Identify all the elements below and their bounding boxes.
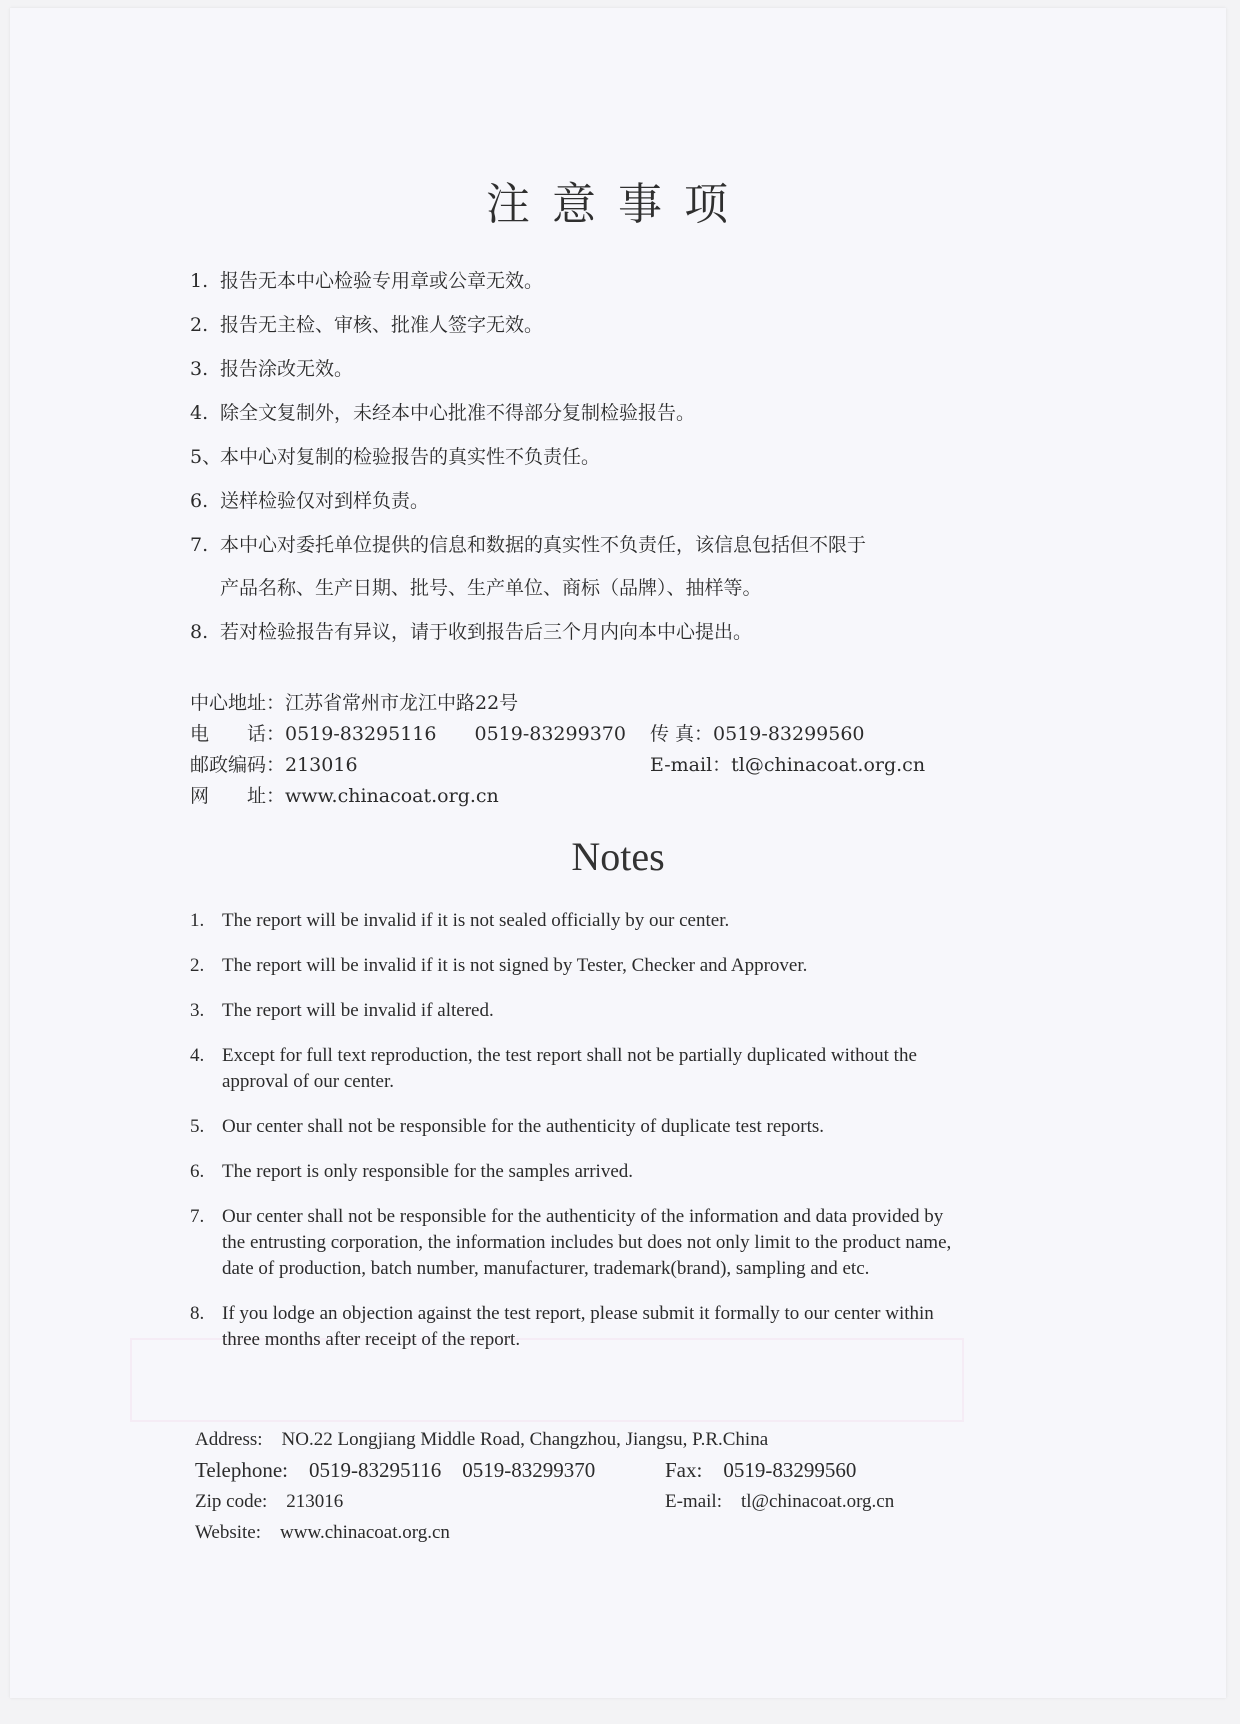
en-note-text: Our center shall not be responsible for the authenticity of the information and data provided by the entrusting corporation, the information includes but does not only limit to the product name, date of production, batch number, manufacturer, trademark(brand), sampling and etc. [222,1206,952,1279]
en-note-text: Our center shall not be responsible for the authenticity of duplicate test reports. [222,1116,825,1137]
en-note-number: 3. [190,1000,205,1021]
en-note-1 [190,908,970,934]
cn-note-text-continued: 产品名称、生产日期、批号、生产单位、商标（品牌）、抽样等。 [220,577,762,599]
cn-note-number: 2. [190,314,209,336]
en-note-text: The report will be invalid if it is not signed by Tester, Checker and Approver. [222,955,808,976]
cn-note-number: 5、 [190,446,222,468]
cn-note-3 [190,358,990,381]
cn-address-row [190,688,970,719]
cn-note-text: 除全文复制外，未经本中心批准不得部分复制检验报告。 [220,402,696,424]
cn-note-number: 8. [190,621,209,643]
cn-note-4 [190,402,990,425]
cn-zip-row [190,750,970,781]
en-note-text: The report is only responsible for the samples arrived. [222,1161,634,1182]
en-note-6 [190,1159,970,1185]
cn-note-text: 本中心对委托单位提供的信息和数据的真实性不负责任，该信息包括但不限于 [220,534,867,556]
en-phone-row [195,1455,975,1486]
cn-fax: 传 真：0519-83299560 [650,723,865,745]
en-note-5 [190,1114,970,1140]
en-website: Website: www.chinacoat.org.cn [195,1522,450,1543]
cn-note-number: 1. [190,270,209,292]
en-fax: Fax: 0519-83299560 [665,1458,857,1482]
cn-phone-row [190,719,970,750]
cn-note-text: 报告无本中心检验专用章或公章无效。 [220,270,544,292]
en-email: E-mail: tl@chinacoat.org.cn [665,1491,895,1512]
cn-email: E-mail：tl@chinacoat.org.cn [650,754,926,776]
en-note-number: 2. [190,955,205,976]
cn-note-number: 4. [190,402,209,424]
cn-note-1 [190,270,990,293]
cn-note-8 [190,621,990,644]
en-note-number: 4. [190,1045,205,1066]
cn-note-text-block [220,534,990,600]
en-note-3 [190,998,970,1024]
cn-contact-block [190,688,970,812]
cn-note-number: 3. [190,358,209,380]
en-notes-list [190,908,970,1372]
cn-note-text: 报告涂改无效。 [220,358,354,380]
en-note-number: 6. [190,1161,205,1182]
cn-website-row [190,781,970,812]
cn-notes-list [190,270,990,665]
en-note-4 [190,1043,970,1095]
en-phone: Telephone: 0519-83295116 0519-83299370 [195,1458,596,1482]
cn-note-7 [190,534,990,600]
en-note-text: The report will be invalid if it is not sealed officially by our center. [222,910,730,931]
en-note-7 [190,1204,970,1282]
cn-note-6 [190,490,990,513]
en-address-row [195,1424,975,1455]
cn-note-5 [190,446,990,469]
en-zip-row [195,1486,975,1517]
cn-note-number: 7. [190,534,209,556]
cn-note-text: 报告无主检、审核、批准人签字无效。 [220,314,544,336]
en-address: Address: NO.22 Longjiang Middle Road, Changzhou, Jiangsu, P.R.China [195,1429,769,1450]
cn-note-number: 6. [190,490,209,512]
en-note-number: 5. [190,1116,205,1137]
document-page [10,8,1226,1698]
en-title: Notes [571,834,665,879]
cn-note-text: 本中心对复制的检验报告的真实性不负责任。 [220,446,601,468]
cn-website: 网 址：www.chinacoat.org.cn [190,785,499,807]
cn-note-2 [190,314,990,337]
cn-title: 注意事项 [486,179,750,230]
cn-note-text: 若对检验报告有异议，请于收到报告后三个月内向本中心提出。 [220,621,753,643]
en-note-text: If you lodge an objection against the test report, please submit it formally to our center within three months after receipt of the report. [222,1303,934,1350]
en-zip: Zip code: 213016 [195,1491,344,1512]
en-note-2 [190,953,970,979]
en-note-8 [190,1301,970,1353]
en-note-text: Except for full text reproduction, the test report shall not be partially duplicated without the approval of our center. [222,1045,917,1092]
en-note-text: The report will be invalid if altered. [222,1000,494,1021]
en-note-number: 8. [190,1303,205,1324]
cn-address: 中心地址：江苏省常州市龙江中路22号 [190,692,519,714]
en-note-number: 1. [190,910,205,931]
cn-note-text: 送样检验仅对到样负责。 [220,490,430,512]
en-contact-block [195,1424,975,1548]
en-website-row [195,1517,975,1548]
cn-phone: 电 话：0519-83295116 0519-83299370 [190,723,626,745]
cn-zip: 邮政编码：213016 [190,754,358,776]
en-note-number: 7. [190,1206,205,1227]
